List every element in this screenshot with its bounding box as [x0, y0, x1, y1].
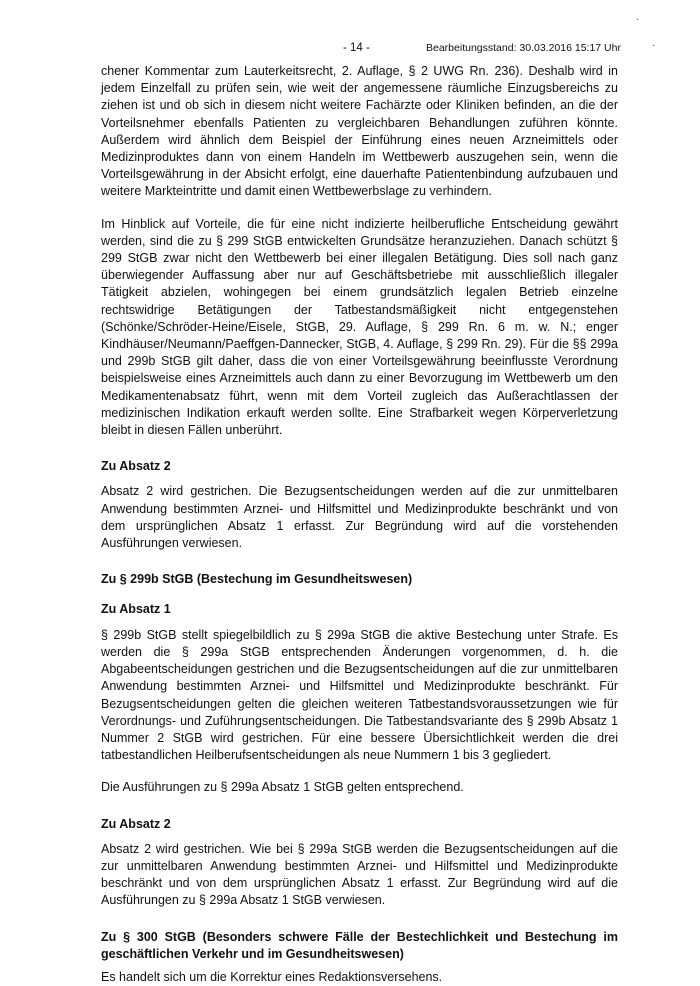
paragraph: Es handelt sich um die Korrektur eines Redaktionsversehens.	[101, 969, 443, 984]
section-heading: Zu Absatz 1	[101, 602, 171, 617]
section-heading: Zu Absatz 2	[101, 459, 171, 474]
scan-mark: ·	[636, 14, 640, 25]
paragraph: chener Kommentar zum Lauterkeitsrecht, 2. Auflage, § 2 UWG Rn. 236). Deshalb wird in jedem Einzelfall zu prüfen sein, wie weit der angemessene räumliche Einzugsbereichs zu ziehen ist und ob sich in diesem nicht weitere Fachärzte oder Kliniken befinden, an die der Vorteilsnehmer ebenfalls Patienten zu vergleichbaren Behandlungen zuführen könnte. Außerdem wird ähnlich dem Beispiel der Einführung eines neuen Arzneimittels oder Medizinproduktes dann von einem Handeln im Wettbewerb auszugehen sein, wenn die Vorteilsgewährung in der Absicht erfolgt, eine dauerhafte Patientenbindung aufzubauen und weitere Markteintritte und damit einen Wettbewerbslage zu verhindern.	[101, 64, 618, 199]
page-header	[0, 42, 700, 58]
paragraph: Die Ausführungen zu § 299a Absatz 1 StGB gelten entsprechend.	[101, 780, 464, 795]
section-heading: Zu § 300 StGB (Besonders schwere Fälle der Bestechlichkeit und Bestechung im geschäftlichen Verkehr und im Gesundheitswesen)	[101, 929, 618, 961]
section-heading: Zu § 299b StGB (Bestechung im Gesundheitswesen)	[101, 572, 413, 587]
section-heading: Zu Absatz 2	[101, 816, 171, 831]
paragraph: § 299b StGB stellt spiegelbildlich zu § 299a StGB die aktive Bestechung unter Strafe. Es werden die § 299a StGB entsprechenden Änderungen vorgenommen, d. h. die Abgabeentscheidungen gestrichen und die Bezugsentscheidungen auf die zur unmittelbaren Anwendung bestimmten Arznei- und Hilfsmittel und Medizinprodukte beschränkt. Für Bezugsentscheidungen gelten die gleichen weiteren Tatbestandsvoraussetzungen wie für Verordnungs- und Zuführungsentscheidungen. Die Tatbestandsvariante des § 299b Absatz 1 Nummer 2 StGB wird gestrichen. Für eine bessere Übersichtlichkeit werden die drei tatbestandlichen Heilberufsentscheidungen als neue Nummern 1 bis 3 gegliedert.	[101, 627, 618, 763]
paragraph: Absatz 2 wird gestrichen. Wie bei § 299a StGB werden die Bezugsentscheidungen auf die zur unmittelbaren Anwendung bestimmten Arznei- und Hilfsmittel und Medizinprodukte beschränkt und von dem ursprünglichen Absatz 1 erfasst. Zur Begründung wird auf die Ausführungen zu § 299a Absatz 1 StGB verwiesen.	[101, 841, 618, 908]
revision-status: Bearbeitungsstand: 30.03.2016 15:17 Uhr	[426, 42, 621, 54]
scan-mark: ·	[652, 40, 656, 51]
document-body	[101, 63, 618, 986]
paragraph: Im Hinblick auf Vorteile, die für eine nicht indizierte heilberufliche Entscheidung gewährt werden, sind die zu § 299 StGB entwickelten Grundsätze heranzuziehen. Danach schützt § 299 StGB zwar nicht den Wettbewerb bei einer illegalen Betätigung. Dies soll nach ganz überwiegender Auffassung aber nur auf Geschäftsbetriebe mit ausschließlich illegaler Tätigkeit abzielen, wohingegen bei einem grundsätzlich legalen Betrieb einzelne rechtswidrige Betätigungen der Tatbestandsmäßigkeit nicht entgegenstehen (Schönke/Schröder-Heine/Eisele, StGB, 29. Auflage, § 299 Rn. 6 m. w. N.; enger Kindhäuser/Neumann/Paeffgen-Dannecker, StGB, 4. Auflage, § 299 Rn. 29). Für die §§ 299a und 299b StGB gilt daher, dass die von einer Vorteilsgewährung beeinflusste Verordnung beispielsweise eines Arzneimittels auch dann zu einer Bevorzugung im Wettbewerb um den Medikamentenabsatz führt, wenn mit dem Vorteil zugleich das Außerachtlassen der medizinischen Indikation erkauft werden sollte. Eine Strafbarkeit wegen Körperverletzung bleibt in diesen Fällen unberührt.	[101, 216, 618, 438]
page-number: - 14 -	[343, 42, 370, 54]
paragraph: Absatz 2 wird gestrichen. Die Bezugsentscheidungen werden auf die zur unmittelbaren Anwendung bestimmten Arznei- und Hilfsmittel und Medizinprodukte beschränkt und von dem ursprünglichen Absatz 1 erfasst. Zur Begründung wird auf die vorstehenden Ausführungen verwiesen.	[101, 484, 618, 551]
